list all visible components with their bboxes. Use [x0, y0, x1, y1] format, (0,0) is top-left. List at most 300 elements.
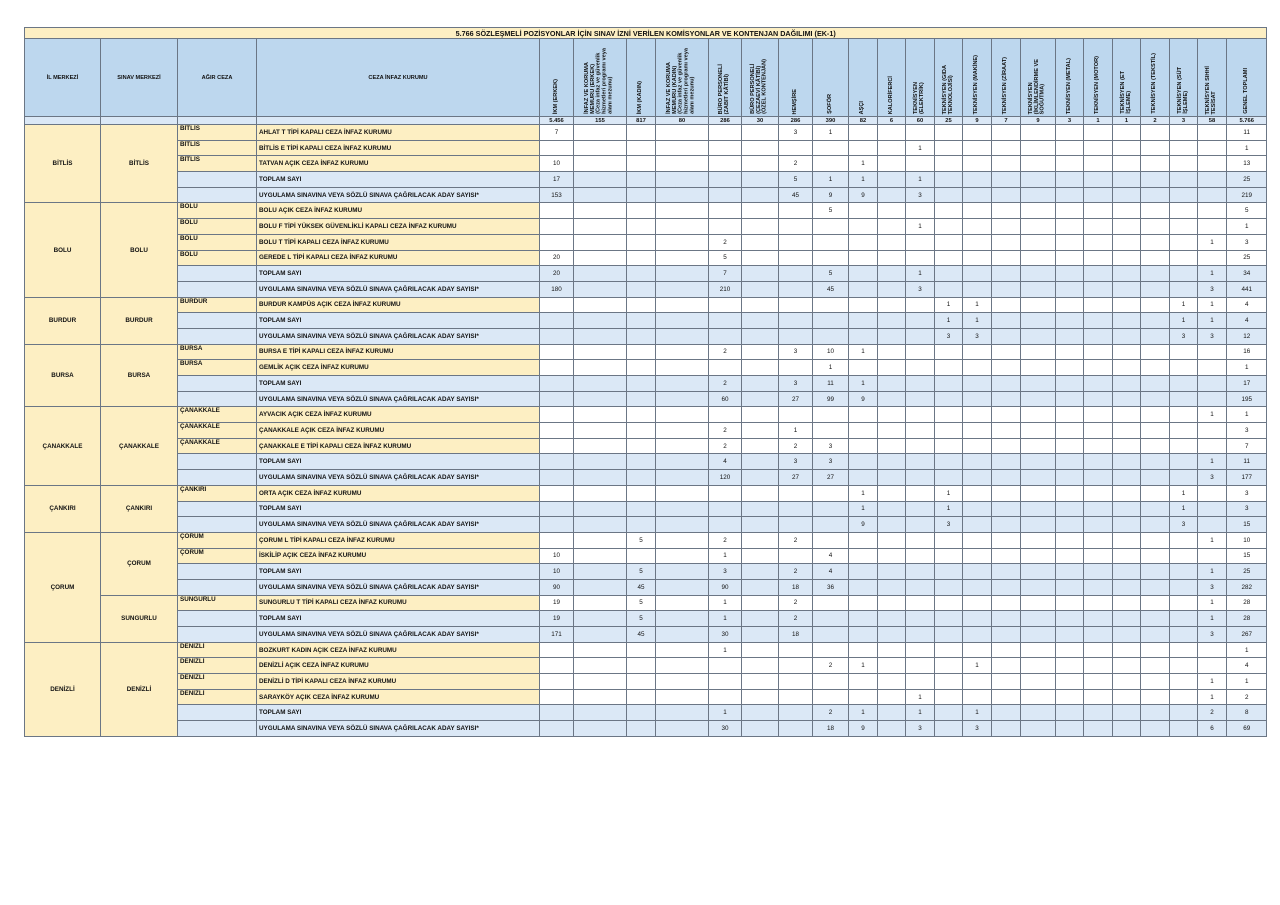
value-cell [1113, 376, 1141, 392]
value-cell [1113, 187, 1141, 203]
value-cell [878, 203, 906, 219]
value-cell [849, 532, 878, 548]
value-cell: 20 [540, 266, 574, 282]
value-cell: 177 [1227, 470, 1267, 486]
value-cell [1141, 642, 1170, 658]
value-cell [1021, 391, 1056, 407]
agir-ceza-cell: BİTLİS [178, 140, 257, 156]
value-cell [1021, 517, 1056, 533]
value-cell: 1 [1198, 266, 1227, 282]
value-cell [813, 485, 849, 501]
value-cell [1141, 266, 1170, 282]
value-cell [813, 328, 849, 344]
header-col-16 [1084, 39, 1113, 117]
value-cell [1084, 658, 1113, 674]
value-cell: 180 [540, 281, 574, 297]
value-cell [709, 328, 742, 344]
value-cell [878, 156, 906, 172]
value-cell [1141, 705, 1170, 721]
header-row [25, 39, 1267, 117]
value-cell [574, 266, 627, 282]
value-cell [1084, 485, 1113, 501]
value-cell [1021, 627, 1056, 643]
value-cell [1021, 297, 1056, 313]
total-cell: 3 [1056, 117, 1084, 125]
value-cell [709, 689, 742, 705]
value-cell [1084, 125, 1113, 141]
value-cell [1141, 250, 1170, 266]
value-cell [656, 485, 709, 501]
value-cell [574, 470, 627, 486]
header-col-label: ŞOFÖR [826, 94, 833, 114]
value-cell [813, 674, 849, 690]
value-cell: 2 [709, 376, 742, 392]
value-cell [1198, 360, 1227, 376]
value-cell [906, 391, 935, 407]
institution-cell: AHLAT T TİPİ KAPALI CEZA İNFAZ KURUMU [257, 125, 540, 141]
value-cell [1170, 140, 1198, 156]
institution-cell: BOLU AÇIK CEZA İNFAZ KURUMU [257, 203, 540, 219]
value-cell [656, 611, 709, 627]
value-cell [1113, 328, 1141, 344]
agir-ceza-cell: BURDUR [178, 297, 257, 313]
value-cell: 4 [813, 548, 849, 564]
table-row [25, 689, 1267, 705]
value-cell [963, 642, 992, 658]
value-cell [627, 376, 656, 392]
value-cell [849, 266, 878, 282]
agir-ceza-cell [178, 501, 257, 517]
value-cell [1084, 297, 1113, 313]
value-cell [1056, 313, 1084, 329]
value-cell: 4 [709, 454, 742, 470]
value-cell [906, 501, 935, 517]
value-cell [878, 281, 906, 297]
value-cell [878, 297, 906, 313]
value-cell [935, 250, 963, 266]
value-cell [1084, 705, 1113, 721]
sinav-merkezi-cell: DENİZLİ [101, 642, 178, 736]
value-cell: 8 [1227, 705, 1267, 721]
value-cell [574, 344, 627, 360]
value-cell: 1 [849, 172, 878, 188]
value-cell [963, 485, 992, 501]
header-col-label: İNFAZ VE KORUMA MEMURU (ERKEK) (Ceza infaz ve güvenlik hizmetleri programı veya alanı mezunu) [584, 48, 614, 114]
value-cell [1084, 219, 1113, 235]
summary-row [25, 611, 1267, 627]
header-col-5 [742, 39, 779, 117]
value-cell [1056, 407, 1084, 423]
value-cell [992, 611, 1021, 627]
agir-ceza-cell [178, 454, 257, 470]
value-cell [992, 689, 1021, 705]
value-cell: 30 [709, 721, 742, 737]
agir-ceza-cell [178, 564, 257, 580]
value-cell [627, 344, 656, 360]
value-cell: 1 [1170, 313, 1198, 329]
value-cell [906, 438, 935, 454]
value-cell: 195 [1227, 391, 1267, 407]
value-cell [656, 391, 709, 407]
value-cell [963, 187, 992, 203]
value-cell [627, 705, 656, 721]
value-cell [742, 140, 779, 156]
quota-document [24, 27, 1254, 737]
value-cell [906, 423, 935, 439]
value-cell [574, 156, 627, 172]
value-cell [656, 532, 709, 548]
agir-ceza-cell: BOLU [178, 203, 257, 219]
value-cell [627, 658, 656, 674]
value-cell [1141, 721, 1170, 737]
value-cell [906, 360, 935, 376]
value-cell: 4 [813, 564, 849, 580]
value-cell [1170, 391, 1198, 407]
value-cell [574, 485, 627, 501]
value-cell [992, 234, 1021, 250]
value-cell [1021, 376, 1056, 392]
value-cell [540, 140, 574, 156]
value-cell [540, 219, 574, 235]
value-cell [1021, 328, 1056, 344]
value-cell [992, 595, 1021, 611]
value-cell [1198, 250, 1227, 266]
institution-cell: ÇANAKKALE E TİPİ KAPALI CEZA İNFAZ KURUMU [257, 438, 540, 454]
sinav-merkezi-cell: SUNGURLU [101, 595, 178, 642]
header-col-label: İKM (ERKEK) [552, 78, 559, 114]
value-cell [813, 642, 849, 658]
header-col-label: AŞÇI [859, 100, 866, 114]
value-cell: 1 [906, 172, 935, 188]
value-cell [1084, 391, 1113, 407]
value-cell [1084, 501, 1113, 517]
value-cell [935, 234, 963, 250]
value-cell [1084, 689, 1113, 705]
value-cell [1084, 250, 1113, 266]
institution-cell: TOPLAM SAYI [257, 501, 540, 517]
value-cell [656, 721, 709, 737]
value-cell [1056, 438, 1084, 454]
value-cell [1084, 313, 1113, 329]
value-cell [963, 564, 992, 580]
table-row [25, 203, 1267, 219]
value-cell: 3 [779, 344, 813, 360]
value-cell [1141, 407, 1170, 423]
value-cell [992, 203, 1021, 219]
value-cell [540, 674, 574, 690]
value-cell [709, 517, 742, 533]
value-cell [1113, 627, 1141, 643]
table-row [25, 250, 1267, 266]
quota-table [24, 27, 1267, 737]
value-cell [1021, 219, 1056, 235]
value-cell [813, 532, 849, 548]
agir-ceza-cell: BOLU [178, 219, 257, 235]
value-cell [1170, 344, 1198, 360]
value-cell: 3 [813, 454, 849, 470]
value-cell: 1 [849, 705, 878, 721]
header-col-label: HEMŞİRE [791, 88, 798, 114]
sinav-merkezi-cell: BİTLİS [101, 125, 178, 203]
agir-ceza-cell: DENİZLİ [178, 658, 257, 674]
value-cell: 3 [963, 328, 992, 344]
table-row [25, 595, 1267, 611]
value-cell [742, 564, 779, 580]
value-cell [1084, 172, 1113, 188]
value-cell: 6 [1198, 721, 1227, 737]
value-cell [935, 611, 963, 627]
value-cell [935, 187, 963, 203]
value-cell [1084, 532, 1113, 548]
header-agir-ceza: AĞIR CEZA [178, 39, 257, 117]
table-row [25, 297, 1267, 313]
header-col-1 [574, 39, 627, 117]
value-cell [1198, 187, 1227, 203]
value-cell [1056, 501, 1084, 517]
value-cell [1084, 470, 1113, 486]
value-cell: 1 [1170, 485, 1198, 501]
total-cell: 1 [1113, 117, 1141, 125]
title-row [25, 28, 1267, 39]
value-cell [1021, 313, 1056, 329]
value-cell [1021, 187, 1056, 203]
value-cell [742, 517, 779, 533]
value-cell [574, 438, 627, 454]
summary-row [25, 501, 1267, 517]
value-cell [656, 328, 709, 344]
value-cell [1170, 595, 1198, 611]
value-cell [1113, 485, 1141, 501]
value-cell [878, 485, 906, 501]
value-cell [878, 564, 906, 580]
agir-ceza-cell: ÇANAKKALE [178, 423, 257, 439]
value-cell [574, 501, 627, 517]
value-cell [992, 266, 1021, 282]
summary-row [25, 517, 1267, 533]
value-cell [627, 438, 656, 454]
institution-cell: TOPLAM SAYI [257, 313, 540, 329]
value-cell: 1 [935, 297, 963, 313]
value-cell [742, 328, 779, 344]
value-cell [1141, 234, 1170, 250]
value-cell [656, 203, 709, 219]
value-cell [935, 579, 963, 595]
value-cell [992, 579, 1021, 595]
agir-ceza-cell [178, 172, 257, 188]
value-cell [1141, 156, 1170, 172]
agir-ceza-cell: ÇORUM [178, 548, 257, 564]
header-col-label: İKM (KADIN) [637, 80, 644, 114]
value-cell [963, 579, 992, 595]
value-cell: 1 [935, 313, 963, 329]
value-cell [656, 595, 709, 611]
value-cell [742, 172, 779, 188]
value-cell [656, 313, 709, 329]
value-cell [656, 438, 709, 454]
value-cell [540, 438, 574, 454]
total-cell: 30 [742, 117, 779, 125]
value-cell [1056, 203, 1084, 219]
header-col-3 [656, 39, 709, 117]
value-cell: 30 [709, 627, 742, 643]
table-row [25, 234, 1267, 250]
value-cell [574, 376, 627, 392]
value-cell [1056, 611, 1084, 627]
value-cell [709, 360, 742, 376]
value-cell [963, 266, 992, 282]
value-cell [813, 297, 849, 313]
value-cell [627, 454, 656, 470]
value-cell: 9 [849, 517, 878, 533]
agir-ceza-cell [178, 328, 257, 344]
value-cell [627, 313, 656, 329]
value-cell: 2 [709, 344, 742, 360]
value-cell [709, 658, 742, 674]
summary-row [25, 564, 1267, 580]
value-cell [878, 250, 906, 266]
value-cell [779, 313, 813, 329]
value-cell [849, 281, 878, 297]
value-cell: 1 [849, 501, 878, 517]
value-cell [1084, 423, 1113, 439]
header-il-merkezi: İL MERKEZİ [25, 39, 101, 117]
value-cell [849, 313, 878, 329]
value-cell: 2 [1227, 689, 1267, 705]
il-merkezi-cell: ÇANKIRI [25, 485, 101, 532]
header-col-19 [1170, 39, 1198, 117]
value-cell [1056, 674, 1084, 690]
value-cell [992, 721, 1021, 737]
value-cell [742, 250, 779, 266]
institution-cell: TOPLAM SAYI [257, 266, 540, 282]
value-cell [1056, 485, 1084, 501]
value-cell [935, 266, 963, 282]
value-cell [1084, 328, 1113, 344]
value-cell [574, 234, 627, 250]
value-cell [878, 454, 906, 470]
value-cell [1141, 172, 1170, 188]
value-cell [540, 234, 574, 250]
value-cell: 16 [1227, 344, 1267, 360]
value-cell: 1 [1198, 234, 1227, 250]
value-cell [992, 344, 1021, 360]
value-cell [574, 360, 627, 376]
value-cell: 441 [1227, 281, 1267, 297]
value-cell [656, 281, 709, 297]
institution-cell: UYGULAMA SINAVINA VEYA SÖZLÜ SINAVA ÇAĞRILACAK ADAY SAYISI* [257, 187, 540, 203]
value-cell [1056, 548, 1084, 564]
value-cell [1021, 689, 1056, 705]
value-cell [656, 454, 709, 470]
value-cell [742, 344, 779, 360]
value-cell [779, 407, 813, 423]
value-cell [1084, 187, 1113, 203]
value-cell [742, 501, 779, 517]
value-cell [935, 438, 963, 454]
il-merkezi-cell: BOLU [25, 203, 101, 297]
value-cell [627, 187, 656, 203]
value-cell [878, 172, 906, 188]
value-cell [574, 297, 627, 313]
value-cell [1113, 297, 1141, 313]
institution-cell: BOLU T TİPİ KAPALI CEZA İNFAZ KURUMU [257, 234, 540, 250]
value-cell [742, 281, 779, 297]
total-cell: 58 [1198, 117, 1227, 125]
value-cell [540, 721, 574, 737]
agir-ceza-cell: BURSA [178, 344, 257, 360]
value-cell [935, 140, 963, 156]
value-cell [963, 172, 992, 188]
value-cell: 90 [540, 579, 574, 595]
value-cell [742, 689, 779, 705]
value-cell [849, 579, 878, 595]
value-cell [1141, 658, 1170, 674]
value-cell [1141, 344, 1170, 360]
value-cell [656, 172, 709, 188]
value-cell [878, 705, 906, 721]
header-col-20 [1198, 39, 1227, 117]
value-cell [878, 125, 906, 141]
value-cell [935, 658, 963, 674]
sinav-merkezi-cell: ÇANKIRI [101, 485, 178, 532]
table-row [25, 219, 1267, 235]
value-cell [1056, 281, 1084, 297]
value-cell [1141, 360, 1170, 376]
value-cell: 2 [709, 438, 742, 454]
value-cell: 2 [779, 611, 813, 627]
value-cell: 1 [1227, 674, 1267, 690]
value-cell [742, 454, 779, 470]
value-cell [627, 689, 656, 705]
value-cell: 1 [849, 485, 878, 501]
table-row [25, 532, 1267, 548]
header-col-label: KALORİFERCİ [887, 75, 894, 114]
value-cell [742, 219, 779, 235]
value-cell [878, 721, 906, 737]
value-cell: 17 [540, 172, 574, 188]
value-cell [878, 423, 906, 439]
value-cell [1084, 454, 1113, 470]
value-cell [540, 297, 574, 313]
value-cell [627, 391, 656, 407]
value-cell [1141, 313, 1170, 329]
value-cell [1021, 281, 1056, 297]
value-cell [742, 674, 779, 690]
value-cell [627, 548, 656, 564]
value-cell [813, 423, 849, 439]
value-cell [779, 281, 813, 297]
value-cell [1170, 281, 1198, 297]
header-col-13 [992, 39, 1021, 117]
value-cell [1113, 140, 1141, 156]
institution-cell: TOPLAM SAYI [257, 454, 540, 470]
value-cell [1141, 203, 1170, 219]
value-cell [1056, 140, 1084, 156]
value-cell [935, 407, 963, 423]
value-cell [878, 344, 906, 360]
value-cell [656, 219, 709, 235]
value-cell: 2 [779, 564, 813, 580]
agir-ceza-cell: ÇORUM [178, 532, 257, 548]
value-cell [1056, 219, 1084, 235]
header-col-label: İNFAZ VE KORUMA MEMURU (KADIN) (Ceza infaz ve güvenlik hizmetleri programı veya alanı mezunu) [666, 48, 696, 114]
value-cell [1056, 721, 1084, 737]
value-cell [992, 391, 1021, 407]
value-cell [1056, 172, 1084, 188]
value-cell [813, 611, 849, 627]
institution-cell: BURSA E TİPİ KAPALI CEZA İNFAZ KURUMU [257, 344, 540, 360]
summary-row [25, 579, 1267, 595]
